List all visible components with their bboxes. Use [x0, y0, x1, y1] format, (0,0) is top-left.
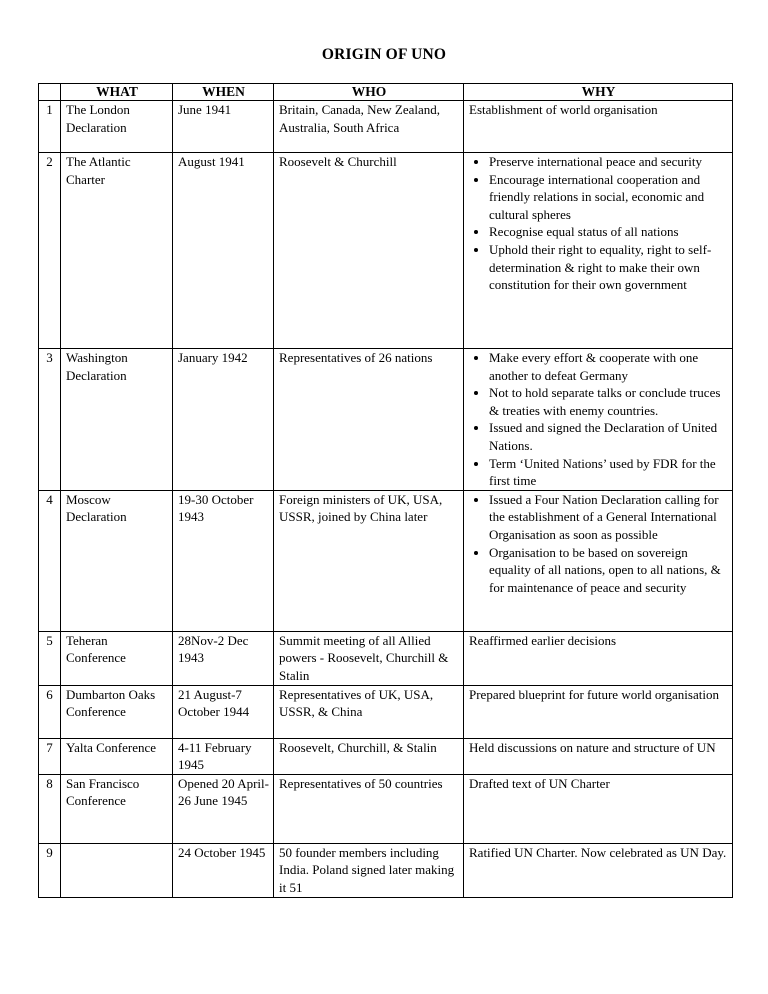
- table-row: [39, 843, 733, 897]
- participants-cell: Representatives of UK, USA, USSR, & China: [274, 685, 464, 738]
- uno-origin-table: [38, 83, 733, 898]
- table-row: [39, 685, 733, 738]
- participants-cell: Roosevelt & Churchill: [274, 153, 464, 349]
- header-row: [39, 84, 733, 101]
- purpose-list-item: • Encourage international cooperation and friendly relations in social, economic and cultural spheres: [489, 171, 728, 224]
- table-row: [39, 490, 733, 631]
- table-row: [39, 349, 733, 491]
- purpose-cell: [464, 490, 733, 631]
- purpose-list-item: • Organisation to be based on sovereign equality of all nations, open to all nations, & for maintenance of peace and security: [489, 544, 728, 597]
- row-number-cell: 6: [39, 685, 61, 738]
- purpose-cell: Establishment of world organisation: [464, 101, 733, 153]
- event-date-cell: 4-11 February 1945: [173, 738, 274, 774]
- row-number-cell: 4: [39, 490, 61, 631]
- header-num: [39, 84, 61, 101]
- purpose-list-item: • Uphold their right to equality, right to self-determination & right to make their own constitution for their own government: [489, 241, 728, 294]
- purpose-cell: Ratified UN Charter. Now celebrated as UN Day.: [464, 843, 733, 897]
- event-date-cell: 19-30 October 1943: [173, 490, 274, 631]
- event-date-cell: 24 October 1945: [173, 843, 274, 897]
- purpose-list-item: • Issued a Four Nation Declaration calling for the establishment of a General International Organisation as soon as possible: [489, 491, 728, 544]
- participants-cell: Roosevelt, Churchill, & Stalin: [274, 738, 464, 774]
- event-name-cell: Moscow Declaration: [61, 490, 173, 631]
- row-number-cell: 3: [39, 349, 61, 491]
- table-row: [39, 101, 733, 153]
- table-row: [39, 738, 733, 774]
- table-row: [39, 153, 733, 349]
- purpose-list: [469, 491, 728, 597]
- row-number-cell: 9: [39, 843, 61, 897]
- purpose-cell: Held discussions on nature and structure of UN: [464, 738, 733, 774]
- table-row: [39, 631, 733, 685]
- purpose-cell: Drafted text of UN Charter: [464, 774, 733, 843]
- purpose-list-item: • Term ‘United Nations’ used by FDR for the first time: [489, 455, 728, 490]
- event-date-cell: Opened 20 April-26 June 1945: [173, 774, 274, 843]
- purpose-list-item: • Recognise equal status of all nations: [489, 223, 728, 241]
- purpose-list-item: • Make every effort & cooperate with one another to defeat Germany: [489, 349, 728, 384]
- row-number-cell: 2: [39, 153, 61, 349]
- event-name-cell: Teheran Conference: [61, 631, 173, 685]
- event-name-cell: Dumbarton Oaks Conference: [61, 685, 173, 738]
- event-date-cell: June 1941: [173, 101, 274, 153]
- header-why: WHY: [464, 84, 733, 101]
- participants-cell: Britain, Canada, New Zealand, Australia, South Africa: [274, 101, 464, 153]
- row-number-cell: 8: [39, 774, 61, 843]
- purpose-list-item: • Preserve international peace and security: [489, 153, 728, 171]
- header-who: WHO: [274, 84, 464, 101]
- header-when: WHEN: [173, 84, 274, 101]
- purpose-list-item: • Not to hold separate talks or conclude truces & treaties with enemy countries.: [489, 384, 728, 419]
- event-name-cell: Washington Declaration: [61, 349, 173, 491]
- participants-cell: 50 founder members including India. Poland signed later making it 51: [274, 843, 464, 897]
- event-name-cell: San Francisco Conference: [61, 774, 173, 843]
- row-number-cell: 7: [39, 738, 61, 774]
- participants-cell: Representatives of 26 nations: [274, 349, 464, 491]
- purpose-cell: [464, 349, 733, 491]
- header-what: WHAT: [61, 84, 173, 101]
- purpose-cell: Reaffirmed earlier decisions: [464, 631, 733, 685]
- event-date-cell: August 1941: [173, 153, 274, 349]
- event-name-cell: Yalta Conference: [61, 738, 173, 774]
- event-name-cell: The London Declaration: [61, 101, 173, 153]
- event-name-cell: [61, 843, 173, 897]
- purpose-list: [469, 349, 728, 490]
- event-name-cell: The Atlantic Charter: [61, 153, 173, 349]
- participants-cell: Summit meeting of all Allied powers - Roosevelt, Churchill & Stalin: [274, 631, 464, 685]
- purpose-list-item: • Issued and signed the Declaration of United Nations.: [489, 419, 728, 454]
- table-row: [39, 774, 733, 843]
- purpose-cell: Prepared blueprint for future world organisation: [464, 685, 733, 738]
- event-date-cell: January 1942: [173, 349, 274, 491]
- event-date-cell: 21 August-7 October 1944: [173, 685, 274, 738]
- page-title: ORIGIN OF UNO: [321, 46, 447, 63]
- row-number-cell: 5: [39, 631, 61, 685]
- purpose-cell: [464, 153, 733, 349]
- participants-cell: Foreign ministers of UK, USA, USSR, joined by China later: [274, 490, 464, 631]
- participants-cell: Representatives of 50 countries: [274, 774, 464, 843]
- event-date-cell: 28Nov-2 Dec 1943: [173, 631, 274, 685]
- row-number-cell: 1: [39, 101, 61, 153]
- purpose-list: [469, 153, 728, 294]
